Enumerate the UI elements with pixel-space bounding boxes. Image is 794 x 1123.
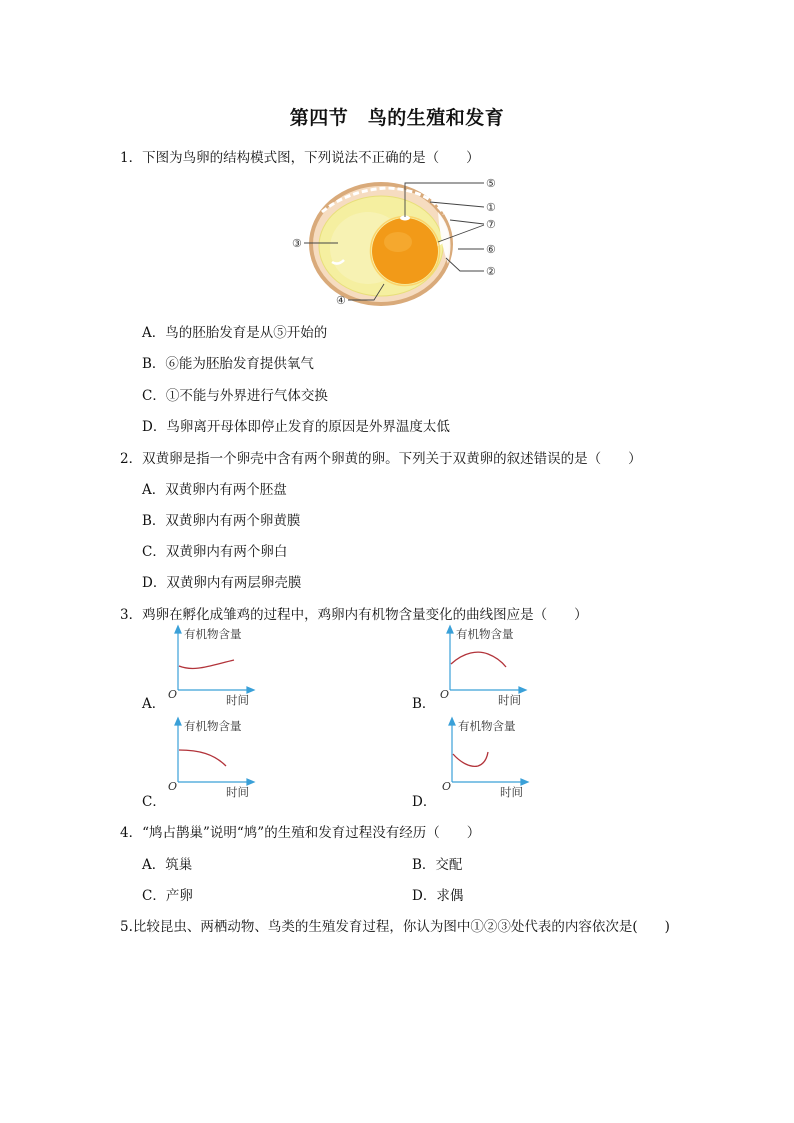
q3-option-d-letter: D．: [412, 794, 437, 810]
q2-option-c: C．双黄卵内有两个卵白: [142, 544, 288, 560]
q1-option-c: C．①不能与外界进行气体交换: [142, 388, 328, 404]
chart-b-origin: O: [440, 688, 450, 701]
question-4-stem: 4．“鸠占鹊巢”说明“鸠”的生殖和发育过程没有经历（ ）: [120, 825, 481, 841]
label-6: ⑥: [486, 243, 496, 256]
q2-option-a: A．双黄卵内有两个胚盘: [142, 482, 287, 498]
q3-option-a-letter: A．: [142, 696, 166, 712]
q4-option-a: A．筑巢: [142, 857, 193, 873]
chart-b: [436, 624, 536, 708]
chart-d-ylabel: 有机物含量: [458, 719, 516, 733]
label-4: ④: [336, 294, 346, 307]
egg-yolk: [372, 218, 438, 284]
question-5-stem: 5.比较昆虫、两栖动物、鸟类的生殖发育过程，你认为图中①②③处代表的内容依次是( ): [120, 919, 670, 935]
label-7: ⑦: [486, 218, 496, 231]
chart-d-curve: [453, 752, 488, 766]
q1-option-b: B．⑥能为胚胎发育提供氧气: [142, 356, 314, 372]
label-3: ③: [292, 237, 302, 250]
q3-option-b-letter: B．: [412, 696, 436, 712]
question-3-stem: 3．鸡卵在孵化成雏鸡的过程中，鸡卵内有机物含量变化的曲线图应是（ ）: [120, 607, 588, 623]
question-1-stem: 1．下图为鸟卵的结构模式图，下列说法不正确的是（ ）: [120, 150, 480, 166]
chart-c: [164, 716, 264, 800]
q4-option-c: C．产卵: [142, 888, 193, 904]
chart-c-xlabel: 时间: [226, 785, 249, 799]
chart-a: [164, 624, 264, 708]
chart-c-ylabel: 有机物含量: [184, 719, 242, 733]
q1-option-a: A．鸟的胚胎发育是从⑤开始的: [142, 325, 328, 341]
chart-c-curve: [179, 750, 226, 766]
q4-option-d: D．求偶: [412, 888, 464, 904]
chart-d-origin: O: [442, 780, 452, 793]
page-title: 第四节 鸟的生殖和发育: [289, 107, 505, 129]
chart-b-curve: [451, 652, 506, 667]
chart-a-curve: [179, 660, 234, 668]
q4-option-b: B．交配: [412, 857, 463, 873]
egg-structure-figure: [288, 172, 510, 312]
chart-a-ylabel: 有机物含量: [184, 627, 242, 641]
chart-a-xlabel: 时间: [226, 693, 249, 707]
chart-b-xlabel: 时间: [498, 693, 521, 707]
q1-option-d: D．鸟卵离开母体即停止发育的原因是外界温度太低: [142, 419, 450, 435]
chart-d: [438, 716, 538, 800]
q2-option-d: D．双黄卵内有两层卵壳膜: [142, 575, 302, 591]
chart-d-xlabel: 时间: [500, 785, 523, 799]
label-5: ⑤: [486, 177, 496, 190]
q3-option-c-letter: C．: [142, 794, 166, 810]
question-2-stem: 2．双黄卵是指一个卵壳中含有两个卵黄的卵。下列关于双黄卵的叙述错误的是（ ）: [120, 451, 642, 467]
chart-b-ylabel: 有机物含量: [456, 627, 514, 641]
chart-c-origin: O: [168, 780, 178, 793]
chart-a-origin: O: [168, 688, 178, 701]
label-2: ②: [486, 265, 496, 278]
label-1: ①: [486, 201, 496, 214]
q2-option-b: B．双黄卵内有两个卵黄膜: [142, 513, 301, 529]
